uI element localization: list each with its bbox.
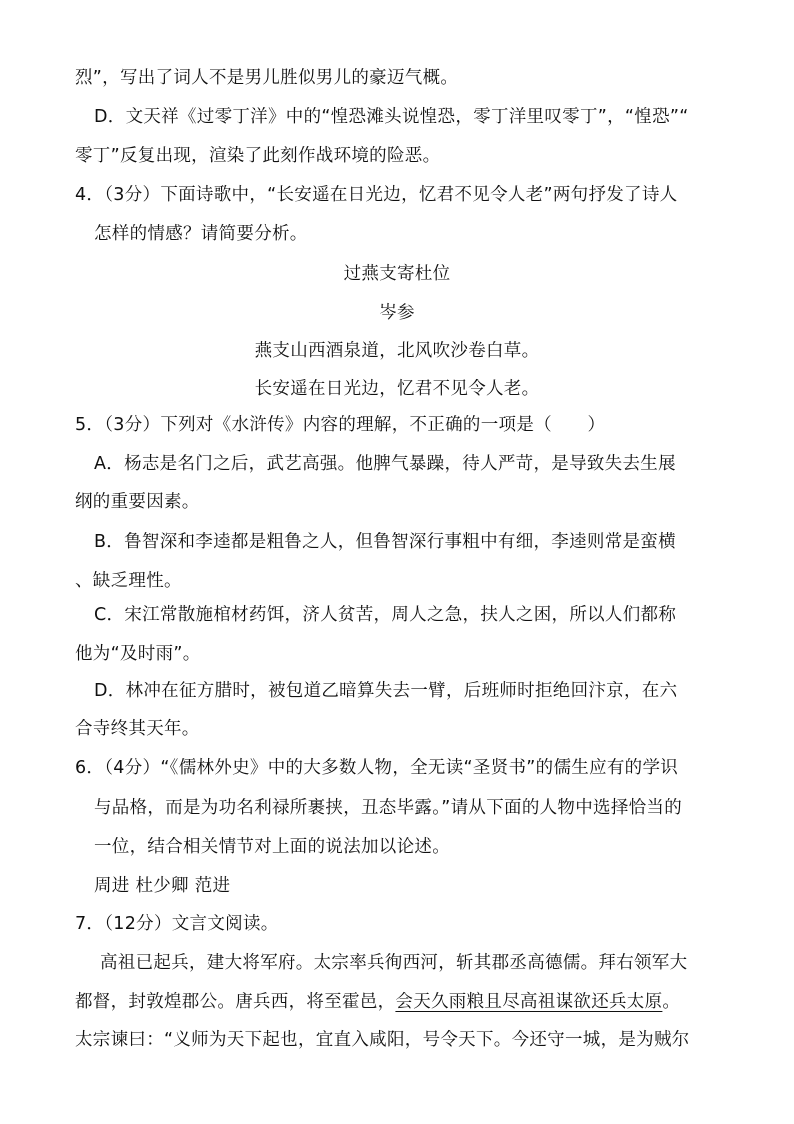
classical-passage-line: 太宗谏曰：“义师为天下起也，宜直入咸阳，号令天下。今还守一城，是为贼尔	[75, 1030, 690, 1050]
option-a-line: A．杨志是名门之后，武艺高强。他脾气暴躁，待人严苛，是导致失去生展	[94, 454, 676, 474]
underlined-sentence: 会天久雨粮且尽高祖谋欲还兵太原	[395, 992, 663, 1012]
passage-text: 。	[662, 992, 681, 1012]
text-line: 、缺乏理性。	[75, 571, 182, 591]
option-b-line: B．鲁智深和李逵都是粗鲁之人，但鲁智深行事粗中有细，李逵则常是蛮横	[94, 532, 676, 552]
question-7: 7．（12分）文言文阅读。	[75, 914, 279, 934]
text-line: 零丁”反复出现，渲染了此刻作战环境的险恶。	[75, 146, 441, 166]
question-6: 6．（4分）“《儒林外史》中的大多数人物，全无读“圣贤书”的儒生应有的学识	[75, 758, 679, 778]
classical-passage-line	[75, 990, 680, 1014]
poem-title: 过燕支寄杜位	[343, 264, 451, 284]
question-5: 5．（3分）下列对《水浒传》内容的理解，不正确的一项是（ ）	[75, 415, 606, 435]
character-options: 周进 杜少卿 范进	[94, 876, 231, 896]
text-line: 怎样的情感？请简要分析。	[94, 224, 308, 244]
poem-line: 燕支山西酒泉道，北风吹沙卷白草。	[254, 341, 540, 361]
text-line: 合寺终其天年。	[75, 719, 200, 739]
passage-text: 都督，封敦煌郡公。唐兵西，将至霍邑，	[75, 992, 396, 1012]
option-c-line: C．宋江常散施棺材药饵，济人贫苦，周人之急，扶人之困，所以人们都称	[94, 605, 677, 625]
option-d-line: D．文天祥《过零丁洋》中的“惶恐滩头说惶恐，零丁洋里叹零丁”，“惶恐”“	[94, 107, 689, 127]
text-line: 一位，结合相关情节对上面的说法加以论述。	[94, 837, 450, 857]
text-line: 纲的重要因素。	[75, 492, 200, 512]
text-line: 他为“及时雨”。	[75, 644, 201, 664]
text-line: 与品格，而是为功名利禄所裹挟，丑态毕露。”请从下面的人物中选择恰当的	[94, 798, 683, 818]
poem-line: 长安遥在日光边，忆君不见令人老。	[254, 379, 540, 399]
text-line: 烈”，写出了词人不是男儿胜似男儿的豪迈气概。	[75, 68, 459, 88]
poem-author: 岑参	[379, 303, 415, 323]
classical-passage-line: 高祖已起兵，建大将军府。太宗率兵徇西河，斩其郡丞高德儒。拜右领军大	[100, 953, 688, 973]
question-4: 4．（3分）下面诗歌中，“长安遥在日光边，忆君不见令人老”两句抒发了诗人	[75, 185, 678, 205]
option-d-line: D．林冲在征方腊时，被包道乙暗算失去一臂，后班师时拒绝回汴京，在六	[94, 681, 678, 701]
